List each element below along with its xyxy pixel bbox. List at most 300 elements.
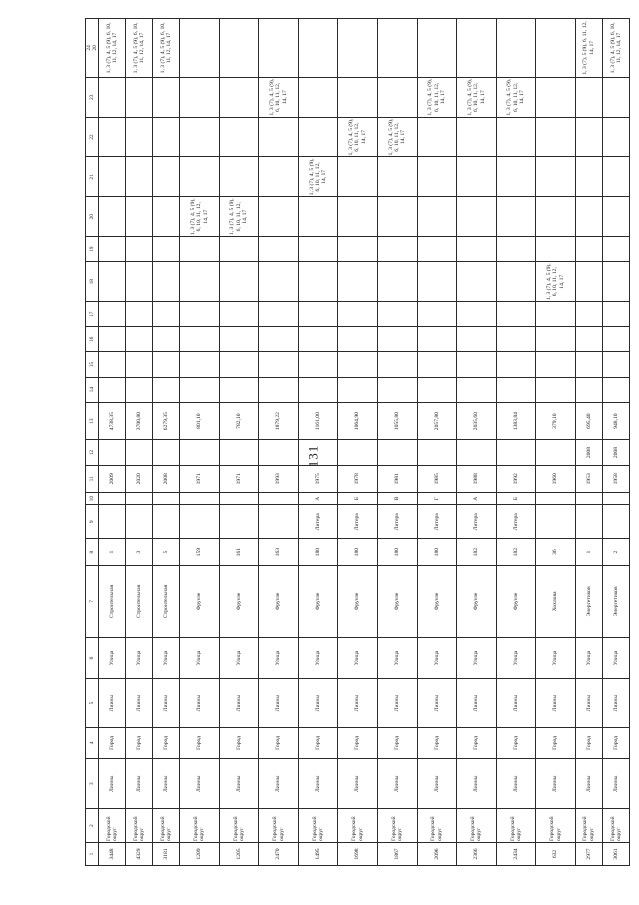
table-cell bbox=[153, 237, 180, 262]
table-cell bbox=[180, 157, 220, 197]
table-cell bbox=[575, 197, 602, 237]
table-cell: Литера bbox=[496, 505, 536, 539]
table-cell bbox=[99, 197, 126, 237]
table-cell bbox=[259, 505, 299, 539]
table-cell bbox=[496, 117, 536, 157]
table-cell bbox=[219, 505, 259, 539]
table-cell bbox=[338, 377, 378, 402]
table-cell bbox=[417, 19, 457, 78]
table-cell: Улица bbox=[259, 637, 299, 679]
table-cell bbox=[417, 262, 457, 302]
table-cell: 3 bbox=[126, 539, 153, 566]
table-cell: Лиины bbox=[457, 679, 497, 727]
table-cell: Улица bbox=[602, 637, 629, 679]
table-cell: Лиины bbox=[298, 759, 338, 809]
table-cell: Лиины bbox=[180, 679, 220, 727]
table-cell: 1 bbox=[99, 539, 126, 566]
column-index-cell: 6 bbox=[86, 637, 99, 679]
table-cell: Лиины bbox=[99, 759, 126, 809]
table-cell: 1698 bbox=[338, 842, 378, 865]
table-cell: Лиины bbox=[575, 679, 602, 727]
table-cell: 3061 bbox=[602, 842, 629, 865]
table-cell bbox=[126, 327, 153, 352]
table-cell: Литера bbox=[338, 505, 378, 539]
table-cell bbox=[180, 377, 220, 402]
table-cell: Лиины bbox=[259, 679, 299, 727]
column-index-cell: 1 bbox=[86, 842, 99, 865]
table-cell bbox=[602, 492, 629, 505]
table-cell: Город bbox=[153, 727, 180, 758]
column-index-cell: 16 bbox=[86, 327, 99, 352]
table-cell bbox=[602, 197, 629, 237]
table-cell bbox=[99, 505, 126, 539]
table-cell: 1988 bbox=[457, 465, 497, 492]
table-cell bbox=[99, 352, 126, 377]
table-cell: Город bbox=[602, 727, 629, 758]
table-cell bbox=[338, 19, 378, 78]
table-cell bbox=[575, 157, 602, 197]
table-cell bbox=[219, 492, 259, 505]
table-cell: Лиины bbox=[417, 759, 457, 809]
table-cell bbox=[575, 327, 602, 352]
table-cell bbox=[259, 302, 299, 327]
table-cell bbox=[153, 327, 180, 352]
table-row bbox=[496, 19, 536, 866]
table-cell bbox=[219, 302, 259, 327]
table-cell bbox=[377, 19, 417, 78]
table-cell bbox=[575, 352, 602, 377]
table-cell bbox=[575, 492, 602, 505]
table-cell bbox=[259, 19, 299, 78]
table-cell bbox=[417, 197, 457, 237]
table-cell bbox=[180, 492, 220, 505]
table-cell: Городской округ bbox=[536, 809, 576, 843]
table-cell: Б bbox=[496, 492, 536, 505]
table-cell bbox=[457, 237, 497, 262]
table-cell bbox=[99, 77, 126, 117]
table-cell: 4738,35 bbox=[99, 402, 126, 440]
table-cell bbox=[219, 77, 259, 117]
table-cell: Лиины bbox=[338, 759, 378, 809]
table-row bbox=[602, 19, 629, 866]
column-index-cell: 8 bbox=[86, 539, 99, 566]
table-cell: Лиины bbox=[496, 679, 536, 727]
table-cell: 159 bbox=[180, 539, 220, 566]
table-cell bbox=[536, 440, 576, 465]
table-cell: Фрунзе bbox=[180, 566, 220, 637]
table-cell bbox=[153, 440, 180, 465]
table-cell bbox=[417, 157, 457, 197]
table-cell bbox=[180, 117, 220, 157]
table-cell bbox=[457, 377, 497, 402]
table-cell bbox=[153, 197, 180, 237]
table-cell bbox=[126, 262, 153, 302]
table-cell bbox=[180, 505, 220, 539]
table-cell bbox=[536, 197, 576, 237]
table-cell: 948,10 bbox=[602, 402, 629, 440]
table-cell: 1, 3 (7), 4, 5 (9), 6, 10, 11, 12, 14, 17 bbox=[377, 117, 417, 157]
table-cell: 1 bbox=[575, 539, 602, 566]
table-cell bbox=[126, 505, 153, 539]
table-cell: Лиины bbox=[602, 679, 629, 727]
table-cell bbox=[99, 302, 126, 327]
table-cell bbox=[298, 19, 338, 78]
table-cell bbox=[126, 237, 153, 262]
table-cell: Улица bbox=[338, 637, 378, 679]
table-cell bbox=[126, 377, 153, 402]
table-cell bbox=[496, 157, 536, 197]
table-cell bbox=[536, 77, 576, 117]
table-cell bbox=[457, 157, 497, 197]
table-cell: Лиины bbox=[180, 759, 220, 809]
table-row bbox=[259, 19, 299, 866]
table-cell bbox=[536, 157, 576, 197]
table-cell: 1, 3 (7), 4, 5 (9), 6, 10, 11, 12, 14, 17 bbox=[219, 197, 259, 237]
table-cell bbox=[298, 237, 338, 262]
table-cell: Фрунзе bbox=[338, 566, 378, 637]
table-cell: 2096 bbox=[417, 842, 457, 865]
table-cell: Лиины bbox=[496, 759, 536, 809]
table-cell bbox=[377, 77, 417, 117]
table-cell bbox=[377, 352, 417, 377]
table-cell bbox=[417, 117, 457, 157]
table-cell bbox=[153, 302, 180, 327]
table-cell bbox=[99, 117, 126, 157]
table-cell bbox=[575, 302, 602, 327]
table-cell: 1495 bbox=[298, 842, 338, 865]
table-cell bbox=[259, 262, 299, 302]
table-cell bbox=[99, 440, 126, 465]
table-cell: 801,10 bbox=[180, 402, 220, 440]
table-cell: Лиины bbox=[338, 679, 378, 727]
table-cell bbox=[219, 157, 259, 197]
table-cell bbox=[259, 157, 299, 197]
table-cell: Лиины bbox=[219, 759, 259, 809]
table-cell bbox=[259, 492, 299, 505]
table-cell bbox=[602, 237, 629, 262]
table-cell bbox=[575, 262, 602, 302]
table-row bbox=[338, 19, 378, 866]
table-cell bbox=[536, 492, 576, 505]
table-cell: Город bbox=[417, 727, 457, 758]
table-cell: 1, 3 (7), 4, 5 (9), 6, 10, 11, 12, 14, 17 bbox=[338, 117, 378, 157]
table-cell: 1953 bbox=[575, 465, 602, 492]
table-cell: Город bbox=[219, 727, 259, 758]
table-cell: 5 bbox=[153, 539, 180, 566]
column-index-cell: 9 bbox=[86, 505, 99, 539]
table-cell bbox=[219, 352, 259, 377]
table-cell: Город bbox=[377, 727, 417, 758]
table-cell bbox=[219, 117, 259, 157]
table-cell bbox=[180, 19, 220, 78]
table-cell: 1958 bbox=[602, 465, 629, 492]
table-cell: 6279,35 bbox=[153, 402, 180, 440]
table-cell: 2035,60 bbox=[457, 402, 497, 440]
table-cell: 1992 bbox=[496, 465, 536, 492]
table-cell: 1971 bbox=[219, 465, 259, 492]
table-cell: Городской округ bbox=[417, 809, 457, 843]
table-cell: Лиины bbox=[377, 759, 417, 809]
table-cell bbox=[298, 117, 338, 157]
table-cell bbox=[259, 117, 299, 157]
table-cell bbox=[259, 237, 299, 262]
table-cell bbox=[417, 352, 457, 377]
table-cell: Городской округ bbox=[153, 809, 180, 843]
table-cell: 1975 bbox=[298, 465, 338, 492]
table-cell: 2009 bbox=[99, 465, 126, 492]
table-cell: Улица bbox=[417, 637, 457, 679]
table-cell bbox=[338, 77, 378, 117]
table-cell bbox=[180, 327, 220, 352]
table-cell: 2470 bbox=[259, 842, 299, 865]
table-cell: Городской округ bbox=[259, 809, 299, 843]
table-cell bbox=[377, 327, 417, 352]
table-cell bbox=[298, 197, 338, 237]
table-cell: 2008 bbox=[575, 440, 602, 465]
table-cell bbox=[219, 377, 259, 402]
table-cell bbox=[99, 377, 126, 402]
table-cell bbox=[338, 262, 378, 302]
rotated-table-wrapper bbox=[85, 18, 630, 866]
table-cell bbox=[377, 157, 417, 197]
table-cell bbox=[457, 327, 497, 352]
table-cell: 1064,90 bbox=[338, 402, 378, 440]
table-cell bbox=[153, 492, 180, 505]
column-index-cell: 18 bbox=[86, 262, 99, 302]
table-cell: 1209 bbox=[180, 842, 220, 865]
table-cell: Город bbox=[298, 727, 338, 758]
table-cell: Улица bbox=[219, 637, 259, 679]
table-row bbox=[99, 19, 126, 866]
table-cell: Лиины bbox=[298, 679, 338, 727]
table-cell bbox=[496, 327, 536, 352]
table-cell: Литера bbox=[457, 505, 497, 539]
table-cell bbox=[126, 302, 153, 327]
table-cell bbox=[602, 352, 629, 377]
table-row bbox=[298, 19, 338, 866]
table-cell bbox=[338, 237, 378, 262]
table-cell bbox=[153, 77, 180, 117]
table-cell: Город bbox=[496, 727, 536, 758]
column-index-cell: 11 bbox=[86, 465, 99, 492]
table-cell bbox=[338, 197, 378, 237]
table-cell: Хохлова bbox=[536, 566, 576, 637]
table-cell: 180 bbox=[377, 539, 417, 566]
table-cell: 695,40 bbox=[575, 402, 602, 440]
table-cell: 3700,80 bbox=[126, 402, 153, 440]
table-cell: 2434 bbox=[496, 842, 536, 865]
table-cell: 2057,80 bbox=[417, 402, 457, 440]
table-cell: Город bbox=[536, 727, 576, 758]
table-cell: 1, 3 (7), 4, 5 (9), 6, 10, 11, 12, 14, 17 bbox=[536, 262, 576, 302]
table-cell: Литера bbox=[417, 505, 457, 539]
table-cell: 1993 bbox=[259, 465, 299, 492]
column-index-cell: 19 bbox=[86, 237, 99, 262]
table-cell: 1383,84 bbox=[496, 402, 536, 440]
table-cell bbox=[457, 440, 497, 465]
column-index-cell: 5 bbox=[86, 679, 99, 727]
table-cell bbox=[219, 440, 259, 465]
table-cell: Фрунзе bbox=[298, 566, 338, 637]
table-cell: Литера bbox=[298, 505, 338, 539]
table-cell: 2020 bbox=[126, 465, 153, 492]
table-cell bbox=[377, 197, 417, 237]
column-index-cell bbox=[86, 19, 99, 78]
table-cell: Лиины bbox=[153, 759, 180, 809]
table-cell bbox=[417, 327, 457, 352]
table-cell bbox=[417, 440, 457, 465]
table-cell: Фрунзе bbox=[259, 566, 299, 637]
table-cell bbox=[536, 302, 576, 327]
table-cell: Фрунзе bbox=[219, 566, 259, 637]
table-cell bbox=[180, 352, 220, 377]
table-cell bbox=[180, 237, 220, 262]
table-cell bbox=[417, 302, 457, 327]
table-cell bbox=[259, 440, 299, 465]
table-cell bbox=[536, 237, 576, 262]
table-row bbox=[536, 19, 576, 866]
table-row bbox=[153, 19, 180, 866]
table-cell bbox=[99, 492, 126, 505]
table-cell: 1985 bbox=[417, 465, 457, 492]
table-cell: Лиины bbox=[126, 759, 153, 809]
table-cell bbox=[338, 327, 378, 352]
table-cell bbox=[298, 262, 338, 302]
table-cell: Фрунзе bbox=[496, 566, 536, 637]
table-cell: Лиины bbox=[126, 679, 153, 727]
table-cell bbox=[126, 157, 153, 197]
table-cell: Лиины bbox=[575, 759, 602, 809]
table-cell: 1971 bbox=[180, 465, 220, 492]
table-cell: 1, 3 (7), 4, 5 (9), 6, 10, 11, 12, 14, 17 bbox=[417, 77, 457, 117]
table-cell: Лиины bbox=[153, 679, 180, 727]
table-cell bbox=[219, 262, 259, 302]
table-cell bbox=[298, 440, 338, 465]
table-cell bbox=[602, 302, 629, 327]
table-cell: 1, 3 (7), 4, 5 (9), 6, 10, 11, 12, 14, 17 bbox=[153, 19, 180, 78]
column-index-cell: 7 bbox=[86, 566, 99, 637]
table-cell bbox=[536, 377, 576, 402]
table-cell bbox=[180, 262, 220, 302]
table-cell bbox=[338, 157, 378, 197]
table-cell: 163 bbox=[259, 539, 299, 566]
table-cell bbox=[602, 505, 629, 539]
table-cell bbox=[153, 377, 180, 402]
table-cell bbox=[496, 262, 536, 302]
table-cell: Улица bbox=[377, 637, 417, 679]
table-cell bbox=[496, 197, 536, 237]
table-cell: Городской округ bbox=[180, 809, 220, 843]
table-cell: Лиины bbox=[536, 759, 576, 809]
table-cell bbox=[575, 77, 602, 117]
table-cell: Город bbox=[180, 727, 220, 758]
table-cell bbox=[602, 117, 629, 157]
table-cell: 1, 3 (7), 4, 5 (9), 6, 10, 11, 12, 14, 17 bbox=[298, 157, 338, 197]
table-cell bbox=[126, 352, 153, 377]
table-cell: 1, 3 (7), 4, 5 (9), 6, 10, 11, 12, 14, 17 bbox=[99, 19, 126, 78]
table-cell: Лиины bbox=[259, 759, 299, 809]
table-cell bbox=[153, 117, 180, 157]
column-index-cell: 14 bbox=[86, 377, 99, 402]
table-cell: 1055,80 bbox=[377, 402, 417, 440]
table-cell bbox=[602, 262, 629, 302]
table-cell: Лиины bbox=[602, 759, 629, 809]
table-cell: Городской округ bbox=[126, 809, 153, 843]
table-cell bbox=[259, 197, 299, 237]
table-cell bbox=[602, 157, 629, 197]
table-cell: Городской округ bbox=[338, 809, 378, 843]
table-cell: Г bbox=[417, 492, 457, 505]
table-cell bbox=[536, 352, 576, 377]
table-cell: А bbox=[298, 492, 338, 505]
table-cell bbox=[496, 440, 536, 465]
table-cell: Фрунзе bbox=[457, 566, 497, 637]
column-index-cell: 15 bbox=[86, 352, 99, 377]
table-cell: Город bbox=[338, 727, 378, 758]
table-cell: Улица bbox=[99, 637, 126, 679]
table-cell: 182 bbox=[457, 539, 497, 566]
table-cell: 2366 bbox=[457, 842, 497, 865]
table-cell bbox=[99, 262, 126, 302]
table-cell bbox=[338, 440, 378, 465]
table-cell bbox=[338, 302, 378, 327]
table-cell bbox=[259, 377, 299, 402]
table-cell bbox=[259, 352, 299, 377]
table-cell: 4329 bbox=[126, 842, 153, 865]
table-cell: А bbox=[457, 492, 497, 505]
table-cell: 782,10 bbox=[219, 402, 259, 440]
table-cell: 1978 bbox=[338, 465, 378, 492]
table-row bbox=[377, 19, 417, 866]
table-cell bbox=[180, 302, 220, 327]
table-cell bbox=[417, 237, 457, 262]
table-cell bbox=[219, 19, 259, 78]
table-cell: Энергетиков bbox=[602, 566, 629, 637]
table-cell: Лиины bbox=[417, 679, 457, 727]
table-cell: 180 bbox=[417, 539, 457, 566]
table-cell: 3448 bbox=[99, 842, 126, 865]
table-cell: Городской округ bbox=[602, 809, 629, 843]
table-cell: Город bbox=[457, 727, 497, 758]
table-cell bbox=[496, 19, 536, 78]
table-cell bbox=[575, 237, 602, 262]
table-cell bbox=[457, 117, 497, 157]
table-cell bbox=[298, 302, 338, 327]
table-cell bbox=[298, 327, 338, 352]
table-cell bbox=[153, 262, 180, 302]
table-cell: 1, 3 (7), 4, 5 (9), 6, 10, 11, 12, 14, 17 bbox=[457, 77, 497, 117]
table-cell: Энергетиков bbox=[575, 566, 602, 637]
column-index-row bbox=[86, 19, 99, 866]
column-index-cell: 23 bbox=[86, 77, 99, 117]
table-cell bbox=[99, 157, 126, 197]
table-cell: 3181 bbox=[153, 842, 180, 865]
table-cell bbox=[338, 352, 378, 377]
table-cell bbox=[457, 19, 497, 78]
table-cell bbox=[602, 327, 629, 352]
table-cell: Городской округ bbox=[99, 809, 126, 843]
table-cell: Улица bbox=[126, 637, 153, 679]
column-index-cell: 3 bbox=[86, 759, 99, 809]
table-cell bbox=[126, 117, 153, 157]
table-cell bbox=[457, 352, 497, 377]
table-cell bbox=[99, 237, 126, 262]
table-cell: Городской округ bbox=[496, 809, 536, 843]
table-cell: 2 bbox=[602, 539, 629, 566]
table-cell bbox=[536, 117, 576, 157]
table-cell: 1879,22 bbox=[259, 402, 299, 440]
table-cell: Литера bbox=[377, 505, 417, 539]
